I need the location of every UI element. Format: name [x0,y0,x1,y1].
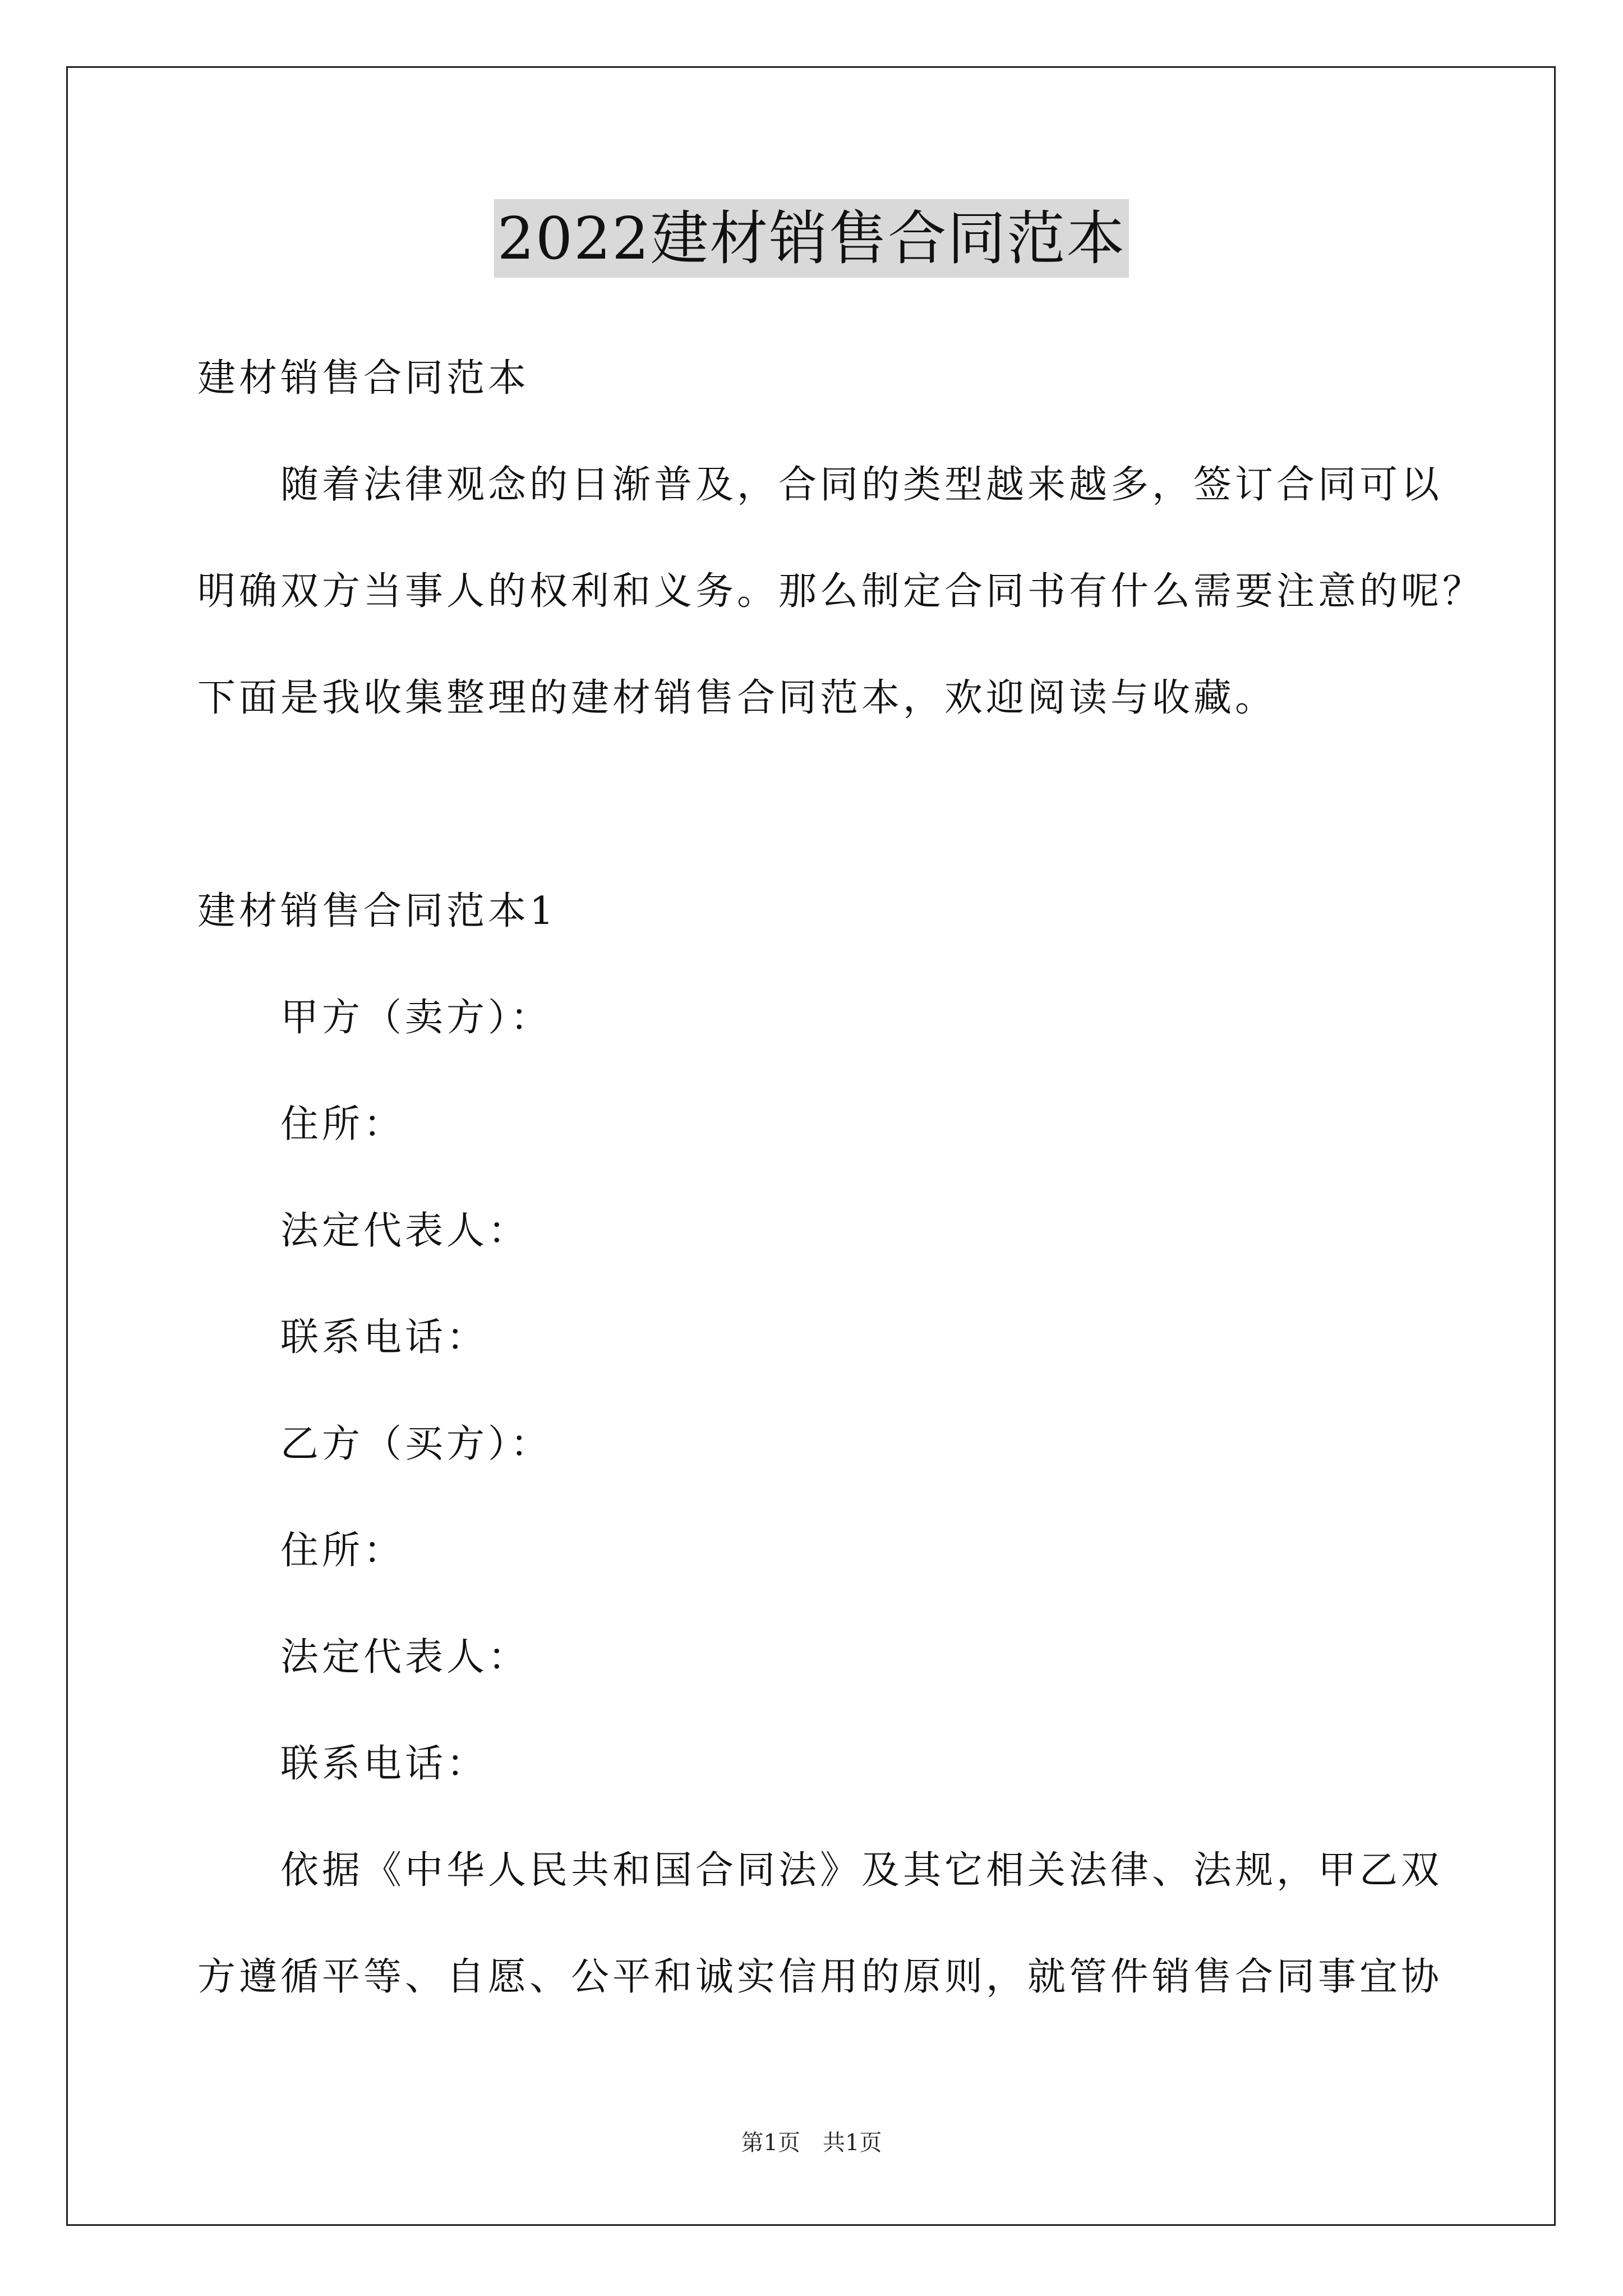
intro-line-1: 随着法律观念的日渐普及，合同的类型越来越多，签订合同可以 [280,463,1443,507]
intro-line-2: 明确双方当事人的权利和义务。那么制定合同书有什么需要注意的呢？ [197,569,1484,614]
document-subtitle: 建材销售合同范本 [197,356,530,401]
party-b-label: 乙方（买方）： [280,1422,552,1466]
party-a-label: 甲方（卖方）： [280,996,552,1040]
party-b-representative: 法定代表人： [280,1635,530,1680]
party-b-phone: 联系电话： [280,1742,488,1786]
intro-line-3: 下面是我收集整理的建材销售合同范本，欢迎阅读与收藏。 [197,676,1277,720]
basis-line-2: 方遵循平等、自愿、公平和诚实信用的原则，就管件销售合同事宜协 [197,1955,1443,1999]
basis-line-1: 依据《中华人民共和国合同法》及其它相关法律、法规，甲乙双 [280,1848,1443,1893]
title-wrap [0,199,1623,278]
party-a-address: 住所： [280,1102,405,1147]
party-a-phone: 联系电话： [280,1315,488,1360]
party-b-address: 住所： [280,1529,405,1573]
section-heading: 建材销售合同范本1 [197,889,557,933]
page-footer: 第1页 共1页 [741,2130,882,2156]
party-a-representative: 法定代表人： [280,1209,530,1253]
document-title: 2022建材销售合同范本 [494,199,1129,278]
